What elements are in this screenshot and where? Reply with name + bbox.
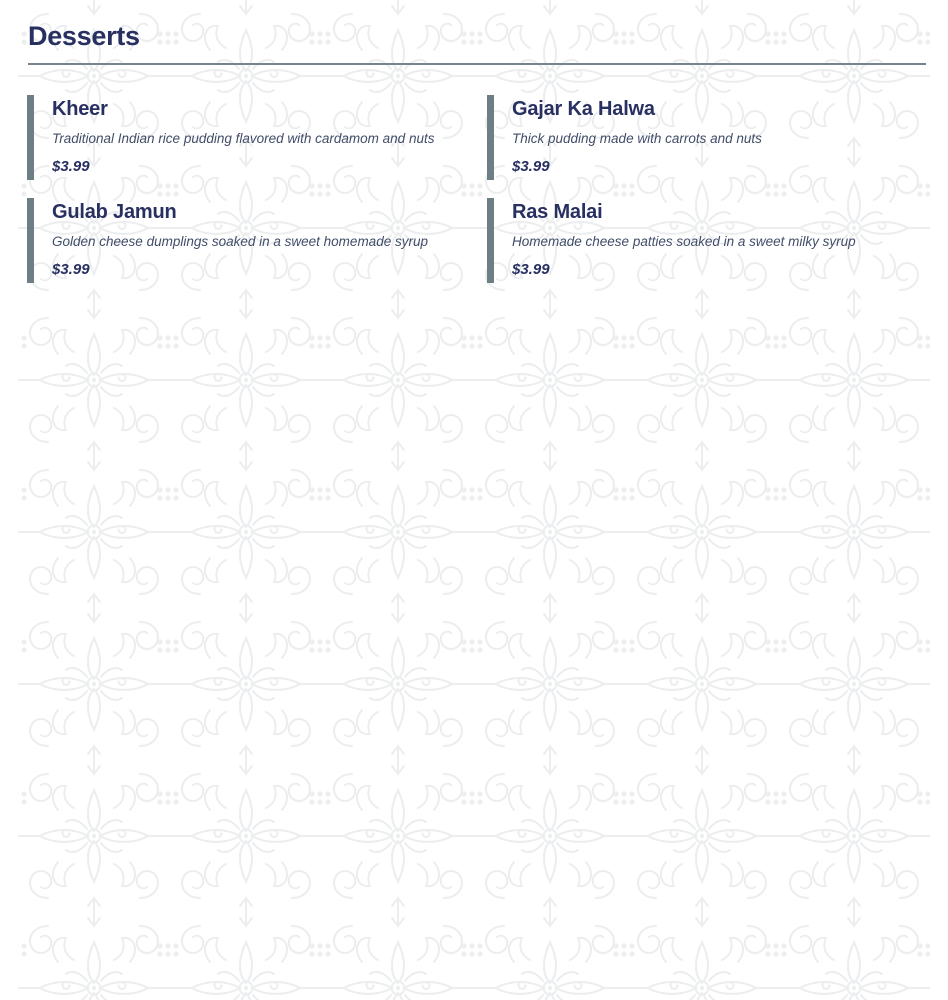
- item-name: Kheer: [52, 97, 108, 120]
- menu-item-gulab-jamun: [27, 198, 460, 283]
- menu-item-kheer: [27, 95, 460, 180]
- item-description: Thick pudding made with carrots and nuts: [512, 130, 762, 146]
- item-price: $3.99: [52, 157, 90, 175]
- menu-content: [0, 0, 948, 283]
- item-body: [512, 198, 856, 283]
- item-name: Gajar Ka Halwa: [512, 97, 655, 120]
- item-accent-bar: [27, 95, 34, 180]
- section-divider: [28, 63, 926, 65]
- item-name: Gulab Jamun: [52, 200, 177, 223]
- item-price: $3.99: [512, 260, 550, 278]
- item-accent-bar: [487, 198, 494, 283]
- item-body: [512, 95, 762, 180]
- item-price: $3.99: [52, 260, 90, 278]
- menu-items-grid: [27, 95, 920, 283]
- item-price: $3.99: [512, 157, 550, 175]
- item-body: [52, 95, 434, 180]
- page-title: Desserts: [28, 21, 140, 51]
- item-body: [52, 198, 428, 283]
- menu-item-gajar-ka-halwa: [487, 95, 920, 180]
- item-description: Homemade cheese patties soaked in a sweet milky syrup: [512, 233, 856, 249]
- item-accent-bar: [27, 198, 34, 283]
- item-description: Golden cheese dumplings soaked in a sweet homemade syrup: [52, 233, 428, 249]
- item-name: Ras Malai: [512, 200, 603, 223]
- item-description: Traditional Indian rice pudding flavored with cardamom and nuts: [52, 130, 435, 146]
- menu-item-ras-malai: [487, 198, 920, 283]
- item-accent-bar: [487, 95, 494, 180]
